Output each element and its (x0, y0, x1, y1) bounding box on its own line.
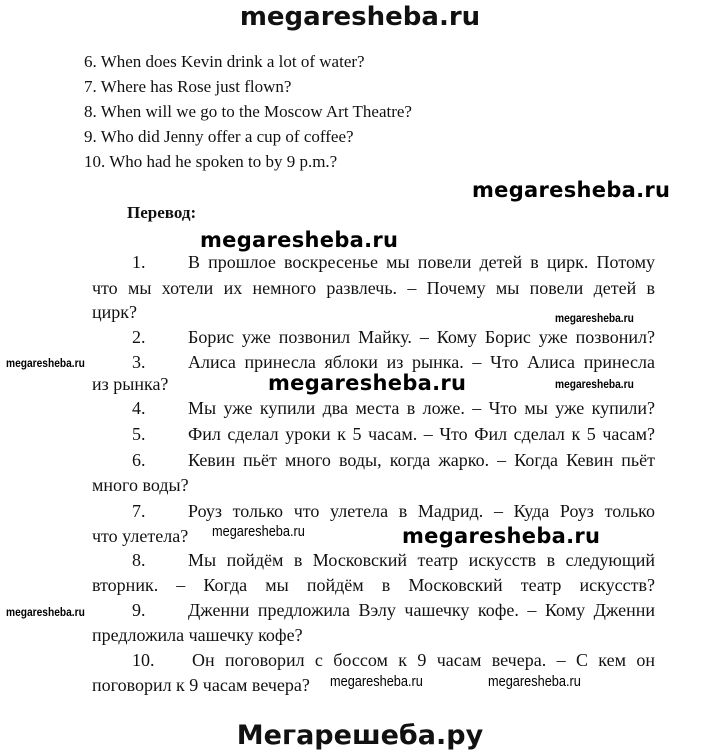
watermark: megaresheba.ru (330, 673, 423, 690)
item-text-line: из рынка? (92, 374, 169, 394)
item-text-line: что улетела? (92, 526, 189, 546)
item-number: 2. (132, 327, 146, 347)
item-number: 9. (132, 600, 146, 620)
item-text-line: Мы уже купили два места в ложе. – Что мы уже купили? (188, 398, 655, 418)
watermark: megaresheba.ru (472, 178, 671, 202)
watermark: megaresheba.ru (212, 523, 305, 540)
site-footer-watermark: Мегарешеба.ру (236, 720, 484, 751)
item-number: 8. (132, 550, 146, 570)
item-text-line: Мы пойдём в Московский театр искусств в следующий (188, 550, 655, 570)
item-text-line: Дженни предложила Вэлу чашечку кофе. – Кому Дженни (188, 600, 655, 620)
item-text-line: много воды? (92, 475, 189, 495)
item-text-line: Роуз только что улетела в Мадрид. – Куда Роуз только (188, 501, 655, 521)
watermark: megaresheba.ru (6, 356, 85, 370)
watermark: megaresheba.ru (488, 673, 581, 690)
translation-title: Перевод: (127, 203, 197, 222)
watermark: megaresheba.ru (555, 377, 634, 391)
english-question: 9. Who did Jenny offer a cup of coffee? (84, 127, 354, 146)
watermark: megaresheba.ru (268, 371, 467, 395)
english-question: 10. Who had he spoken to by 9 p.m.? (84, 152, 338, 171)
watermark: megaresheba.ru (555, 311, 634, 325)
site-header-watermark: megaresheba.ru (239, 2, 481, 32)
item-number: 5. (132, 424, 146, 444)
item-text-line: В прошлое воскресенье мы повели детей в цирк. Потому (188, 252, 655, 272)
item-number: 3. (132, 352, 146, 372)
watermark: megaresheba.ru (6, 605, 85, 619)
item-number: 7. (132, 501, 146, 521)
item-text-line: Кевин пьёт много воды, когда жарко. – Когда Кевин пьёт (188, 450, 655, 470)
watermark: megaresheba.ru (402, 524, 601, 548)
watermark: megaresheba.ru (200, 228, 399, 252)
item-text-line: вторник. – Когда мы пойдём в Московский театр искусств? (92, 575, 655, 595)
english-question: 7. Where has Rose just flown? (84, 77, 292, 96)
item-number: 4. (132, 398, 146, 418)
item-text-line: поговорил к 9 часам вечера? (92, 675, 310, 695)
english-question: 6. When does Kevin drink a lot of water? (84, 52, 365, 71)
item-text-line: предложила чашечку кофе? (92, 625, 303, 645)
item-text-line: Борис уже позвонил Майку. – Кому Борис уже позвонил? (188, 327, 655, 347)
item-number: 1. (132, 252, 146, 272)
item-text-line: Фил сделал уроки к 5 часам. – Что Фил сделал к 5 часам? (188, 424, 655, 444)
item-text-line: Он поговорил с боссом к 9 часам вечера. – С кем он (192, 650, 655, 670)
item-number: 6. (132, 450, 146, 470)
item-text-line: что мы хотели их немного развлечь. – Почему мы повели детей в (92, 278, 655, 298)
english-question: 8. When will we go to the Moscow Art Theatre? (84, 102, 412, 121)
item-text-line: цирк? (92, 302, 137, 322)
item-text-line: Алиса принесла яблоки из рынка. – Что Алиса принесла (188, 352, 655, 372)
item-number: 10. (132, 650, 155, 670)
